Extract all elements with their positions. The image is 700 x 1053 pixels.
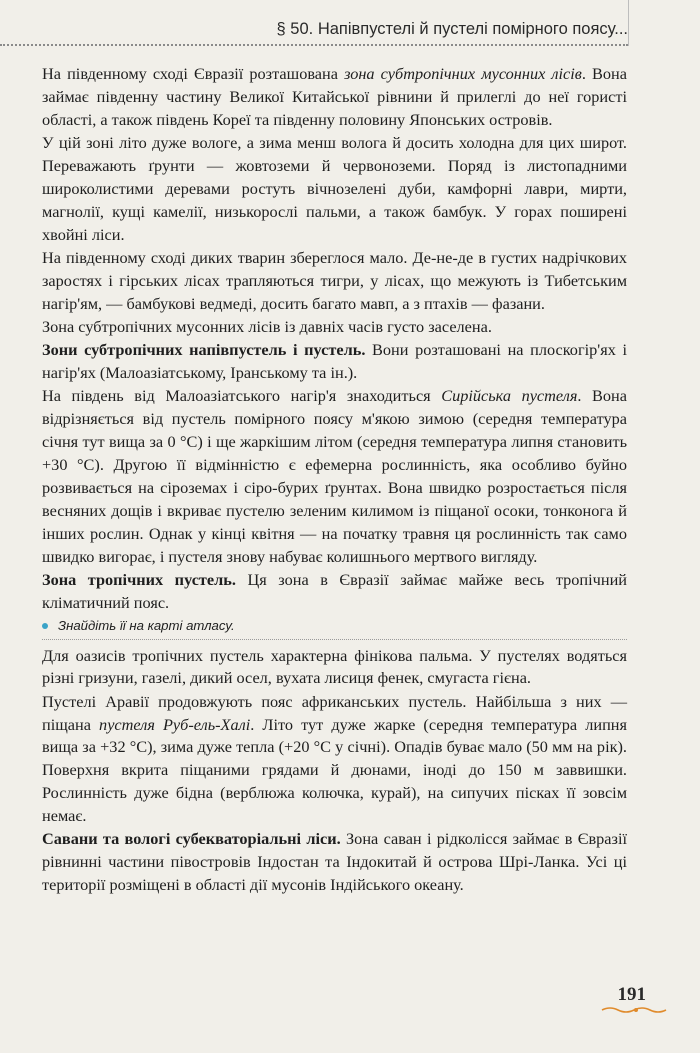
header-dotted-rule (0, 44, 628, 46)
page-number: 191 (617, 984, 646, 1005)
paragraph-syrian-desert: На південь від Малоазіатського нагір'я знаходиться Сирійська пустеля. Вона відрізняється від пустель помірного поясу м'якою зимою (середня температура січня тут вища за 0 °С) і ще жаркішим літом (середня температура липня становить +30 °С). Другою її відмінністю є ефемерна рослинність, яка особливо буйно розвивається на сіроземах і сіро-бурих ґрунтах. Вона швидко розростається після весняних дощів і вкриває пустелю зеленим килимом із піщаної осоки, тонконога й інших рослин. Однак у кінці квітня — на початку травня ця рослинність так само швидко вигорає, і пустеля знову набуває колишнього мертвого вигляду. (42, 386, 627, 566)
task-text: Знайдіть її на карті атласу. (58, 617, 235, 633)
paragraph-monsoon-forests: На південному сході Євразії розташована зона субтропічних мусонних лісів. Вона займає південну частину Великої Китайської рівнини й прилеглі до неї гористі області, а також південь Кореї та південну половину Японських островів. (42, 64, 627, 129)
header-corner-line (628, 0, 629, 46)
paragraph-oases: Для оазисів тропічних пустель характерна фінікова пальма. У пустелях водяться різні гризуни, газелі, дикий осел, вухата лисиця фенек, смугаста гієна. (42, 645, 627, 688)
page-body (42, 63, 627, 897)
task-dotted-divider (42, 639, 627, 640)
term-syrian-desert: Сирійська пустеля (441, 386, 578, 406)
paragraph-arabian-deserts: Пустелі Аравії продовжують пояс африканських пустель. Найбільша з них — піщана пустеля Руб-ель-Халі. Літо тут дуже жарке (середня температура липня вища за +32 °С), зима дуже тепла (+20 °С у січні). Опадів буває мало (50 мм на рік). Поверхня вкрита піщаними грядами й дюнами, іноді до 150 м заввишки. Рослинність дуже бідна (верблюжа колючка, курай), на сипучих пісках її зовсім немає. (42, 691, 627, 826)
page-ornament-icon (600, 1006, 672, 1014)
heading-subtropical-deserts: Зони субтропічних напівпустель і пустель. (42, 340, 366, 360)
bullet-dot-icon (42, 623, 48, 629)
heading-savannas: Савани та вологі субекваторіальні ліси. (42, 829, 341, 849)
task-prompt (42, 617, 627, 635)
section-title: § 50. Напівпустелі й пустелі помірного поясу... (276, 20, 628, 38)
page-header (0, 0, 700, 48)
paragraph-climate-vegetation: У цій зоні літо дуже вологе, а зима менш волога й досить холодна для цих широт. Переважають ґрунти — жовтоземи й червоноземи. Поряд із листопадними широколистими деревами ростуть вічнозелені дуби, камфорні лаври, мирти, магнолії, кущі камелії, низькорослі пальми, а також бамбук. У горах поширені хвойні ліси. (42, 133, 627, 244)
paragraph-fauna: На південному сході диких тварин збереглося мало. Де-не-де в густих надрічкових заростях і гірських лісах трапляються тигри, у лісах, що межують із Тибетським нагір'ям, — бамбукові ведмеді, досить багато мавп, а з птахів — фазани. (42, 247, 627, 313)
paragraph-savannas: Савани та вологі субекваторіальні ліси. Зона саван і рідколісся займає в Євразії рівнинні частини півостровів Індостан та Індокитай й острова Шрі-Ланка. Усі ці території розміщені в області дії мусонів Індійського океану. (42, 829, 627, 895)
paragraph-tropical-deserts: Зона тропічних пустель. Ця зона в Євразії займає майже весь тропічний кліматичний пояс. (42, 569, 627, 612)
term-rub-al-khali: пустеля Руб-ель-Халі (99, 714, 251, 734)
term-subtropical-monsoon-forests: зона субтропічних мусонних лісів (344, 64, 582, 83)
heading-tropical-deserts: Зона тропічних пустель. (42, 569, 236, 589)
paragraph-settlement: Зона субтропічних мусонних лісів із давніх часів густо заселена. (42, 316, 492, 336)
paragraph-subtropical-deserts: Зони субтропічних напівпустель і пустель. Вони розташовані на плоскогір'ях і нагір'ях (Малоазіатському, Іранському та ін.). (42, 340, 627, 382)
